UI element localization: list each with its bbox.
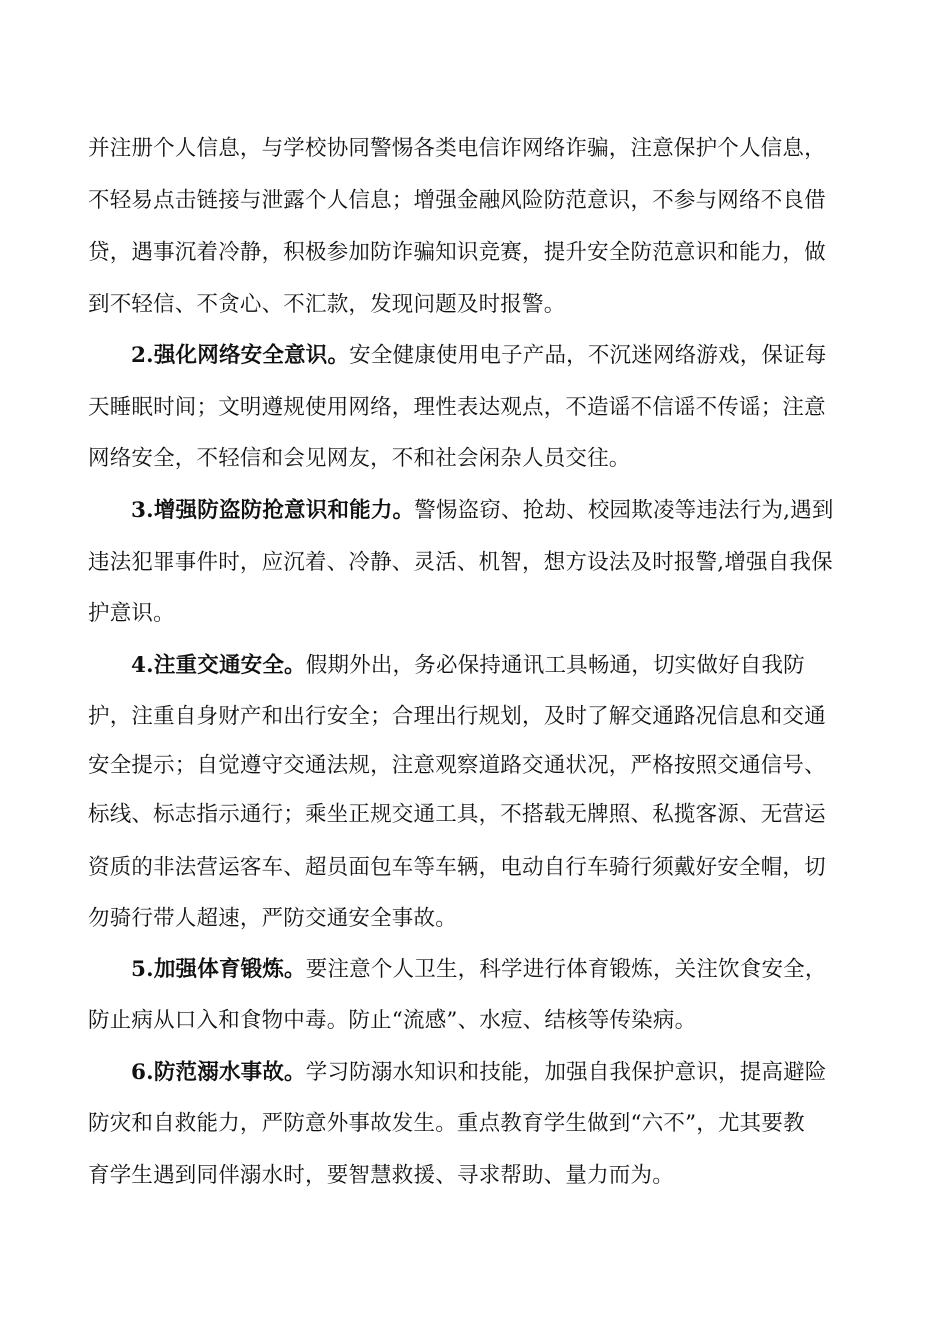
line-text: 要注意个人卫生，科学进行体育锻炼，关注饮食安全， [305, 957, 827, 982]
section-heading: 3.增强防盗防抢意识和能力。 [131, 498, 415, 523]
paragraph-4-line-2 [88, 702, 826, 732]
paragraph-4-line-3 [88, 751, 826, 781]
paragraph-1-line-2 [88, 186, 826, 216]
line-text: 勿骑行带人超速，严防交通安全事故。 [88, 906, 457, 931]
paragraph-4-line-1 [131, 651, 805, 681]
line-text: 并注册个人信息，与学校协同警惕各类电信诈网络诈骗，注意保护个人信息， [88, 136, 826, 161]
paragraph-4-line-5 [88, 853, 826, 883]
section-heading: 2.强化网络安全意识。 [131, 343, 350, 368]
section-heading: 4.注重交通安全。 [131, 653, 306, 678]
paragraph-6-line-1 [131, 1058, 827, 1088]
paragraph-6-line-3 [88, 1161, 674, 1191]
paragraph-1-line-1 [88, 134, 826, 164]
paragraph-6-line-2 [88, 1109, 805, 1139]
line-text: 违法犯罪事件时，应沉着、冷静、灵活、机智，想方设法及时报警,增强自我保 [88, 550, 833, 575]
paragraph-4-line-4 [88, 800, 826, 830]
line-text: 标线、标志指示通行；乘坐正规交通工具，不搭载无牌照、私揽客源、无营运 [88, 802, 826, 827]
paragraph-5-line-2 [88, 1006, 696, 1036]
paragraph-1-line-4 [88, 290, 565, 320]
line-text: 防止病从口入和食物中毒。防止“流感”、水痘、结核等传染病。 [88, 1008, 697, 1033]
paragraph-2-line-2 [88, 393, 826, 423]
paragraph-3-line-2 [88, 548, 833, 578]
paragraph-2-line-3 [88, 444, 631, 474]
section-heading: 6.防范溺水事故。 [131, 1060, 306, 1085]
section-heading: 5.加强体育锻炼。 [131, 957, 306, 982]
line-text: 防灾和自救能力，严防意外事故发生。重点教育学生做到“六不”，尤其要教 [88, 1111, 805, 1136]
paragraph-2-line-1 [131, 341, 827, 371]
line-text: 护意识。 [88, 601, 175, 626]
paragraph-3-line-3 [88, 599, 175, 629]
line-text: 育学生遇到同伴溺水时，要智慧救援、寻求帮助、量力而为。 [88, 1163, 674, 1188]
paragraph-4-line-6 [88, 904, 457, 934]
paragraph-5-line-1 [131, 955, 827, 985]
line-text: 警惕盗窃、抢劫、校园欺凌等违法行为,遇到 [414, 498, 834, 523]
line-text: 不轻易点击链接与泄露个人信息；增强金融风险防范意识，不参与网络不良借 [88, 188, 826, 213]
line-text: 学习防溺水知识和技能，加强自我保护意识，提高避险 [305, 1060, 827, 1085]
line-text: 安全健康使用电子产品，不沉迷网络游戏，保证每 [349, 343, 827, 368]
paragraph-1-line-3 [88, 238, 826, 268]
line-text: 贷，遇事沉着冷静，积极参加防诈骗知识竞赛，提升安全防范意识和能力，做 [88, 240, 826, 265]
line-text: 护，注重自身财产和出行安全；合理出行规划，及时了解交通路况信息和交通 [88, 704, 826, 729]
line-text: 资质的非法营运客车、超员面包车等车辆，电动自行车骑行须戴好安全帽，切 [88, 855, 826, 880]
line-text: 假期外出，务必保持通讯工具畅通，切实做好自我防 [305, 653, 805, 678]
line-text: 网络安全，不轻信和会见网友，不和社会闲杂人员交往。 [88, 446, 631, 471]
line-text: 到不轻信、不贪心、不汇款，发现问题及时报警。 [88, 292, 566, 317]
line-text: 天睡眠时间；文明遵规使用网络，理性表达观点，不造谣不信谣不传谣；注意 [88, 395, 826, 420]
paragraph-3-line-1 [131, 496, 834, 526]
line-text: 安全提示；自觉遵守交通法规，注意观察道路交通状况，严格按照交通信号、 [88, 753, 826, 778]
